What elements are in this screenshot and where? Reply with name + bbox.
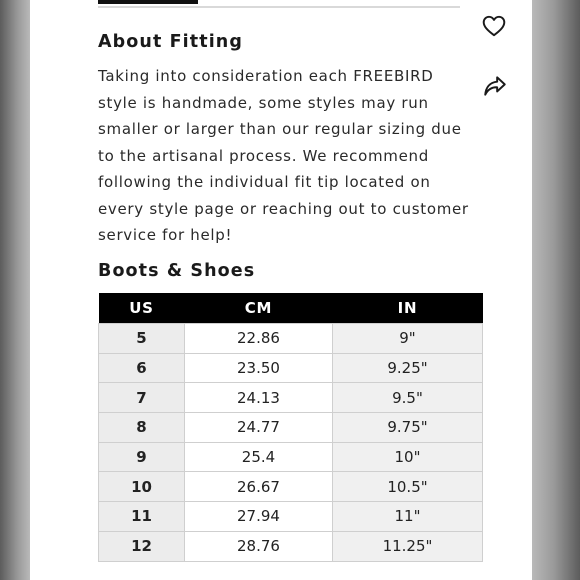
in-cell: 9"	[333, 324, 483, 354]
us-size-cell: 11	[99, 502, 185, 532]
cm-cell: 24.13	[185, 383, 333, 413]
table-header-row	[99, 293, 483, 324]
table-row	[99, 353, 483, 383]
table-row	[99, 531, 483, 561]
in-cell: 11.25"	[333, 531, 483, 561]
device-bezel-left	[0, 0, 30, 580]
about-fitting-text: Taking into consideration each FREEBIRD style is handmade, some styles may run smaller or larger than our regular sizing due to the artisanal process. We recommend following the individual fit tip located on every style page or reaching out to customer service for help!	[98, 67, 469, 244]
us-size-cell: 6	[99, 353, 185, 383]
us-size-cell: 5	[99, 324, 185, 354]
share-icon[interactable]	[482, 73, 508, 99]
size-chart-heading: Boots & Shoes	[98, 261, 256, 281]
table-row	[99, 383, 483, 413]
in-cell: 10.5"	[333, 472, 483, 502]
us-size-cell: 9	[99, 442, 185, 472]
active-tab-indicator[interactable]	[98, 0, 198, 4]
cm-cell: 22.86	[185, 324, 333, 354]
tab-track	[98, 6, 460, 8]
in-cell: 9.5"	[333, 383, 483, 413]
cm-cell: 27.94	[185, 502, 333, 532]
us-size-cell: 12	[99, 531, 185, 561]
size-chart-table	[98, 293, 483, 562]
cm-cell: 28.76	[185, 531, 333, 561]
cm-cell: 25.4	[185, 442, 333, 472]
table-row	[99, 442, 483, 472]
in-cell: 9.75"	[333, 413, 483, 443]
us-size-cell: 8	[99, 413, 185, 443]
heart-icon[interactable]	[481, 13, 507, 39]
table-row	[99, 472, 483, 502]
in-cell: 9.25"	[333, 353, 483, 383]
about-fitting-heading: About Fitting	[98, 32, 243, 52]
table-row	[99, 502, 483, 532]
us-size-cell: 7	[99, 383, 185, 413]
product-details-panel	[30, 0, 532, 580]
cm-cell: 24.77	[185, 413, 333, 443]
device-bezel-right	[532, 0, 580, 580]
cm-cell: 26.67	[185, 472, 333, 502]
column-header-in: IN	[333, 293, 483, 324]
cm-cell: 23.50	[185, 353, 333, 383]
us-size-cell: 10	[99, 472, 185, 502]
table-row	[99, 324, 483, 354]
column-header-us: US	[99, 293, 185, 324]
in-cell: 10"	[333, 442, 483, 472]
column-header-cm: CM	[185, 293, 333, 324]
table-row	[99, 413, 483, 443]
in-cell: 11"	[333, 502, 483, 532]
